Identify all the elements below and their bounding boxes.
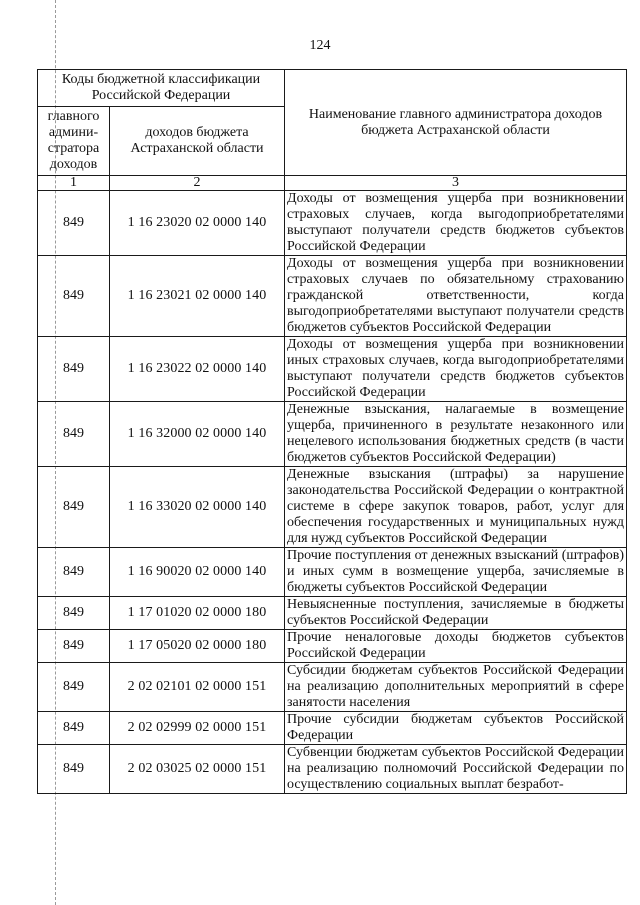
column-number-row: [38, 176, 627, 191]
header-income-column: доходов бюджета Астраханской области: [110, 107, 285, 176]
table-row: [38, 548, 627, 597]
income-name-cell: Доходы от возмещения ущерба при возникновении страховых случаев, когда выгодоприобретателями выступают получатели средств бюджетов субъектов Российской Федерации: [285, 191, 627, 256]
income-name-cell: Доходы от возмещения ущерба при возникновении страховых случаев по обязательному страхованию гражданской ответственности, когда выгодоприобретателями выступают получатели средств бюджетов субъектов Российской Федерации: [285, 256, 627, 337]
admin-code-cell: 849: [38, 663, 110, 712]
admin-code-cell: 849: [38, 630, 110, 663]
column-number-2: 2: [110, 176, 285, 191]
income-name-cell: Прочие субсидии бюджетам субъектов Российской Федерации: [285, 712, 627, 745]
table-row: [38, 663, 627, 712]
table-row: [38, 402, 627, 467]
income-name-cell: Субвенции бюджетам субъектов Российской Федерации на реализацию полномочий Российской Федерации по осуществлению социальных выплат безработ-: [285, 745, 627, 794]
income-name-cell: Доходы от возмещения ущерба при возникновении иных страховых случаев, когда выгодоприобретателями выступают получатели средств бюджетов субъектов Российской Федерации: [285, 337, 627, 402]
income-name-cell: Денежные взыскания (штрафы) за нарушение законодательства Российской Федерации о контрактной системе в сфере закупок товаров, работ, услуг для обеспечения государственных и муниципальных нужд для нужд субъектов Российской Федерации: [285, 467, 627, 548]
income-code-cell: 1 17 05020 02 0000 180: [110, 630, 285, 663]
income-name-cell: Субсидии бюджетам субъектов Российской Федерации на реализацию дополнительных мероприятий в сфере занятости населения: [285, 663, 627, 712]
admin-code-cell: 849: [38, 597, 110, 630]
header-admin-column: главного админи-стратора доходов: [38, 107, 110, 176]
header-group-label: Коды бюджетной классификации Российской Федерации: [38, 70, 285, 107]
table-row: [38, 712, 627, 745]
income-code-cell: 1 16 23021 02 0000 140: [110, 256, 285, 337]
column-number-1: 1: [38, 176, 110, 191]
admin-code-cell: 849: [38, 467, 110, 548]
table-row: [38, 256, 627, 337]
table-row: [38, 630, 627, 663]
header-name-column: Наименование главного администратора доходов бюджета Астраханской области: [285, 70, 627, 176]
header-row-group: [38, 70, 627, 107]
income-code-cell: 1 16 23022 02 0000 140: [110, 337, 285, 402]
income-code-cell: 2 02 02101 02 0000 151: [110, 663, 285, 712]
admin-code-cell: 849: [38, 337, 110, 402]
admin-code-cell: 849: [38, 191, 110, 256]
table-row: [38, 597, 627, 630]
table-row: [38, 745, 627, 794]
admin-code-cell: 849: [38, 256, 110, 337]
table-row: [38, 467, 627, 548]
income-code-cell: 2 02 02999 02 0000 151: [110, 712, 285, 745]
income-code-cell: 1 16 32000 02 0000 140: [110, 402, 285, 467]
income-name-cell: Денежные взыскания, налагаемые в возмещение ущерба, причиненного в результате незаконного или нецелевого использования бюджетных средств (в части бюджетов субъектов Российской Федерации): [285, 402, 627, 467]
table-row: [38, 337, 627, 402]
income-code-cell: 1 16 33020 02 0000 140: [110, 467, 285, 548]
column-number-3: 3: [285, 176, 627, 191]
income-name-cell: Невыясненные поступления, зачисляемые в бюджеты субъектов Российской Федерации: [285, 597, 627, 630]
income-code-cell: 1 16 23020 02 0000 140: [110, 191, 285, 256]
admin-code-cell: 849: [38, 548, 110, 597]
income-code-cell: 1 16 90020 02 0000 140: [110, 548, 285, 597]
income-code-cell: 2 02 03025 02 0000 151: [110, 745, 285, 794]
admin-code-cell: 849: [38, 402, 110, 467]
income-name-cell: Прочие неналоговые доходы бюджетов субъектов Российской Федерации: [285, 630, 627, 663]
income-name-cell: Прочие поступления от денежных взысканий (штрафов) и иных сумм в возмещение ущерба, зачисляемые в бюджеты субъектов Российской Федерации: [285, 548, 627, 597]
page-number: 124: [309, 38, 331, 53]
admin-code-cell: 849: [38, 712, 110, 745]
income-code-cell: 1 17 01020 02 0000 180: [110, 597, 285, 630]
table-row: [38, 191, 627, 256]
budget-classification-table: [37, 69, 627, 794]
admin-code-cell: 849: [38, 745, 110, 794]
